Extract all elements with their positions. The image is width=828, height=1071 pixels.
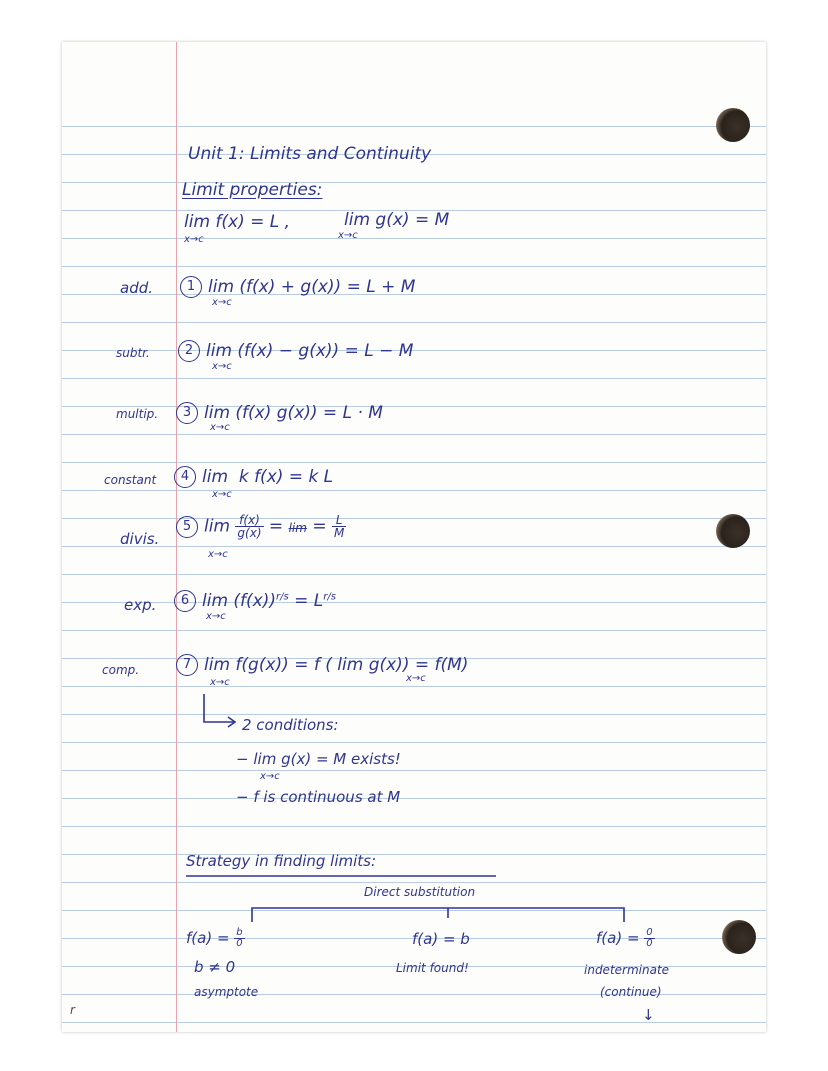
property-4-sub: x→c: [212, 489, 232, 500]
property-1-sub: x→c: [212, 297, 232, 308]
condition-2: − f is continuous at M: [236, 788, 401, 806]
condition-1-sub: x→c: [260, 771, 280, 782]
property-2-label: subtr.: [116, 346, 150, 360]
property-4-label: constant: [104, 473, 157, 487]
property-1-label: add.: [120, 279, 154, 297]
given-f-lim: lim f(x) = L ,: [184, 212, 291, 232]
case-middle-expr: f(a) = b: [412, 930, 470, 948]
property-3-number: 3: [176, 402, 198, 424]
property-4: 4 lim k f(x) = k L: [174, 466, 333, 488]
property-2-sub: x→c: [212, 361, 232, 372]
property-2-number: 2: [178, 340, 200, 362]
property-5-number: 5: [176, 516, 198, 538]
case-right-expr: f(a) = $\frac{0}{0}$: [596, 927, 653, 949]
page-title: Unit 1: Limits and Continuity: [188, 144, 432, 164]
property-7-label: comp.: [102, 663, 140, 677]
property-1-number: 1: [180, 276, 202, 298]
case-right-note1: indeterminate: [584, 963, 670, 977]
given-g-sub: x→c: [338, 230, 358, 241]
property-1: 1 lim (f(x) + g(x)) = L + M: [180, 276, 415, 298]
case-right-arrow: ↓: [642, 1006, 655, 1024]
given-g-lim: lim g(x) = M: [344, 210, 450, 230]
property-3-label: multip.: [116, 407, 159, 421]
property-6-sub: x→c: [206, 611, 226, 622]
section-heading: Limit properties:: [182, 180, 323, 200]
property-3-sub: x→c: [210, 422, 230, 433]
property-6: 6 $\lim (f(x))^{r/s} = L^{r/s}$: [174, 590, 336, 612]
direct-substitution: Direct substitution: [364, 885, 476, 899]
case-middle-note: Limit found!: [396, 961, 469, 975]
corner-mark: r: [70, 1003, 75, 1017]
given-f-sub: x→c: [184, 234, 204, 245]
property-6-number: 6: [174, 590, 196, 612]
case-left-note2: asymptote: [194, 985, 259, 999]
conditions-heading: 2 conditions:: [242, 716, 339, 734]
case-left-note1: b ≠ 0: [194, 958, 236, 976]
crossed-lim: lim: [288, 520, 307, 535]
property-5: 5 lim $\frac{f(x)}{g(x)}$ = lim = $\frac{L}{M}$: [176, 514, 346, 539]
property-7: 7 lim f(g(x)) = f ( lim g(x)) = f(M): [176, 654, 468, 676]
case-right-note2: (continue): [600, 985, 662, 999]
property-5-label: divis.: [120, 530, 160, 548]
property-4-number: 4: [174, 466, 196, 488]
property-7-inner-sub: x→c: [406, 673, 426, 684]
property-6-label: exp.: [124, 596, 157, 614]
property-5-sub: x→c: [208, 549, 228, 560]
property-7-sub: x→c: [210, 677, 230, 688]
conditions-arrow: [62, 42, 766, 1032]
property-3: 3 lim (f(x) g(x)) = L · M: [176, 402, 383, 424]
condition-1: − lim g(x) = M exists!: [236, 750, 401, 768]
property-7-number: 7: [176, 654, 198, 676]
case-left-expr: f(a) = $\frac{b}{0}$: [186, 927, 243, 949]
strategy-heading: Strategy in finding limits:: [186, 852, 377, 870]
property-2: 2 lim (f(x) − g(x)) = L − M: [178, 340, 413, 362]
notebook-page: [62, 42, 766, 1032]
